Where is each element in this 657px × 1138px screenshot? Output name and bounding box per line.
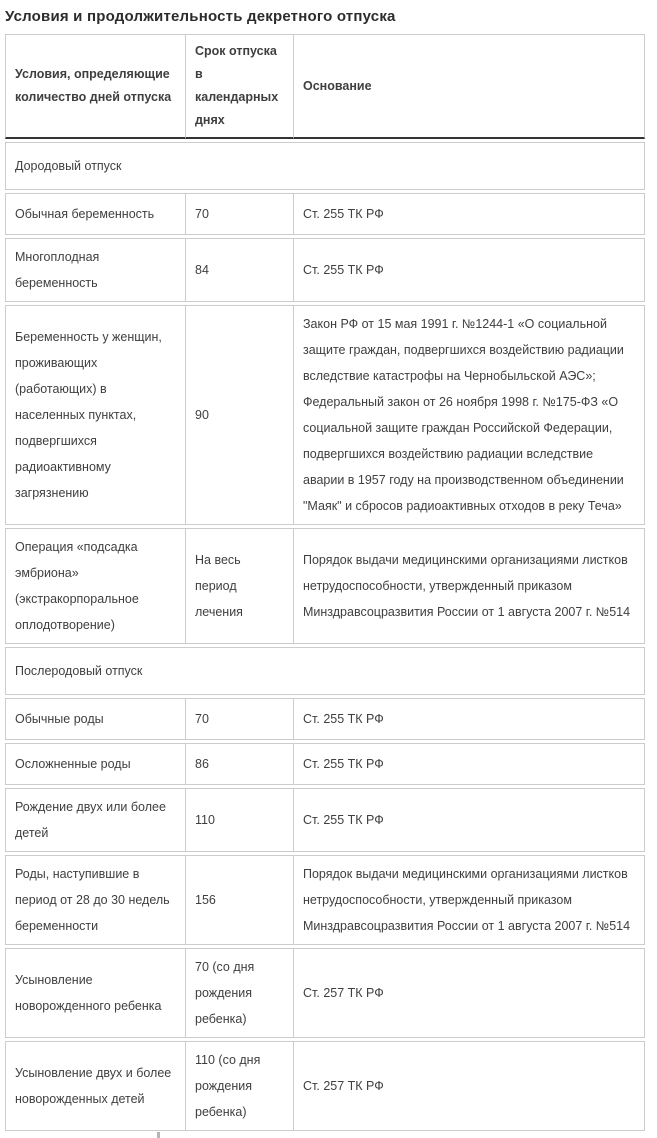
cell-days: 90 [185, 305, 293, 525]
cell-days: 84 [185, 238, 293, 302]
cell-days: 70 (со дня рождения ребенка) [185, 948, 293, 1038]
section-label: Дородовый отпуск [5, 142, 645, 190]
cell-basis: Ст. 257 ТК РФ [293, 1041, 645, 1131]
table-row [5, 193, 645, 235]
section-row-prenatal [5, 142, 645, 190]
header-cell-basis: Основание [293, 34, 645, 139]
table-row [5, 1041, 645, 1131]
table-row [5, 788, 645, 852]
cell-condition: Обычные роды [5, 698, 185, 740]
cell-condition: Беременность у женщин, проживающих (работающих) в населенных пунктах, подвергшихся радиоактивному загрязнению [5, 305, 185, 525]
cell-days: На весь период лечения [185, 528, 293, 644]
cell-days: 86 [185, 743, 293, 785]
cell-basis: Порядок выдачи медицинскими организациями листков нетрудоспособности, утвержденный приказом Минздравсоцразвития России от 1 августа 2007 г. №514 [293, 528, 645, 644]
cell-condition: Операция «подсадка эмбриона» (экстракорпоральное оплодотворение) [5, 528, 185, 644]
table-row [5, 238, 645, 302]
cell-condition: Роды, наступившие в период от 28 до 30 недель беременности [5, 855, 185, 945]
maternity-leave-table [5, 31, 645, 1134]
table-row [5, 528, 645, 644]
table-row [5, 743, 645, 785]
cell-days: 156 [185, 855, 293, 945]
header-cell-days: Срок отпуска в календарных днях [185, 34, 293, 139]
cell-basis: Ст. 255 ТК РФ [293, 788, 645, 852]
table-row [5, 698, 645, 740]
header-cell-conditions: Условия, определяющие количество дней отпуска [5, 34, 185, 139]
cell-condition: Многоплодная беременность [5, 238, 185, 302]
cell-basis: Закон РФ от 15 мая 1991 г. №1244-1 «О социальной защите граждан, подвергшихся воздействию радиации вследствие катастрофы на Чернобыльской АЭС»; Федеральный закон от 26 ноября 1998 г. №175-ФЗ «О социальной защите граждан Российской Федерации, подвергшихся воздействию радиации вследствие аварии в 1957 году на производственном объединении "Маяк" и сбросов радиоактивных отходов в реку Теча» [293, 305, 645, 525]
cell-days: 70 [185, 698, 293, 740]
cell-basis: Ст. 255 ТК РФ [293, 238, 645, 302]
cell-basis: Ст. 255 ТК РФ [293, 193, 645, 235]
stray-mark [157, 1132, 160, 1138]
cell-basis: Ст. 255 ТК РФ [293, 698, 645, 740]
section-label: Послеродовый отпуск [5, 647, 645, 695]
cell-days: 70 [185, 193, 293, 235]
cell-basis: Порядок выдачи медицинскими организациями листков нетрудоспособности, утвержденный приказом Минздравсоцразвития России от 1 августа 2007 г. №514 [293, 855, 645, 945]
table-row [5, 855, 645, 945]
cell-basis: Ст. 255 ТК РФ [293, 743, 645, 785]
cell-days: 110 (со дня рождения ребенка) [185, 1041, 293, 1131]
cell-condition: Осложненные роды [5, 743, 185, 785]
page-title: Условия и продолжительность декретного отпуска [5, 8, 396, 25]
section-row-postnatal [5, 647, 645, 695]
cell-days: 110 [185, 788, 293, 852]
table-row [5, 305, 645, 525]
table-row [5, 948, 645, 1038]
cell-condition: Рождение двух или более детей [5, 788, 185, 852]
table-header-row [5, 34, 645, 139]
cell-basis: Ст. 257 ТК РФ [293, 948, 645, 1038]
cell-condition: Обычная беременность [5, 193, 185, 235]
cell-condition: Усыновление двух и более новорожденных детей [5, 1041, 185, 1131]
cell-condition: Усыновление новорожденного ребенка [5, 948, 185, 1038]
